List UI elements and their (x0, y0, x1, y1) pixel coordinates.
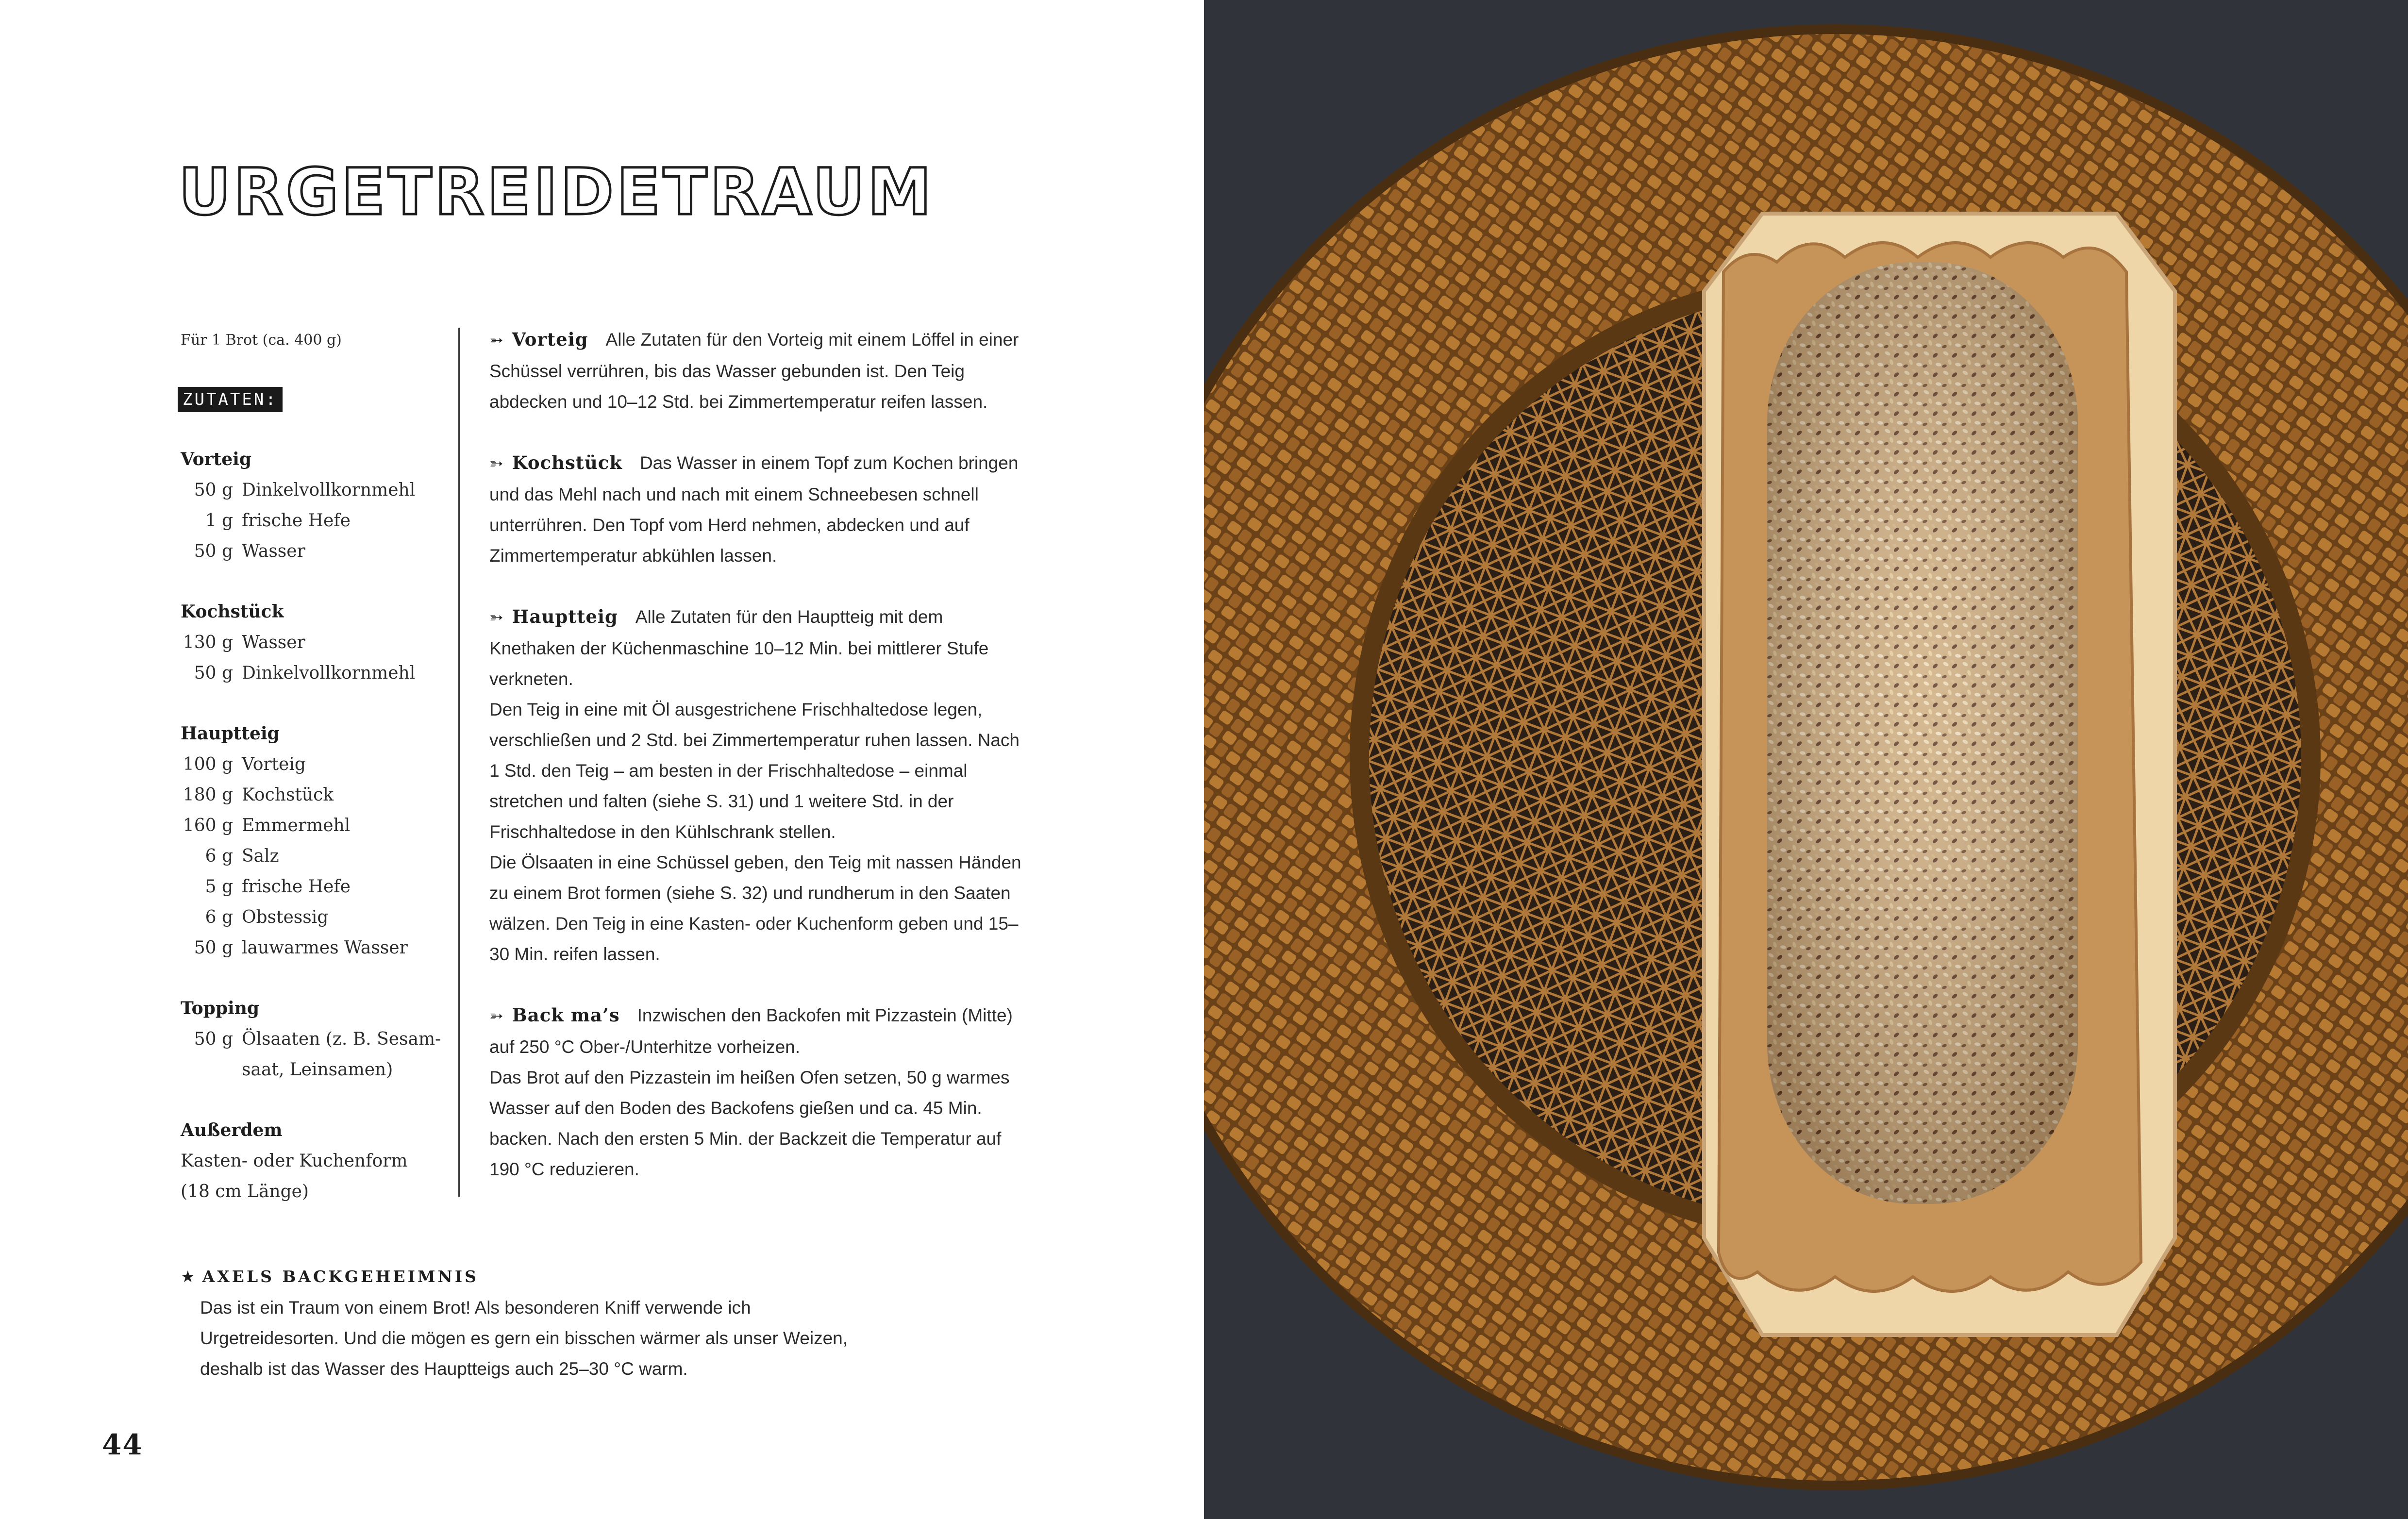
ingredient-group-title: Kochstück (181, 601, 284, 622)
ingredient-quantity: 6 g (205, 907, 233, 927)
step-paragraph (489, 448, 1023, 571)
ingredient-name: Emmermehl (242, 816, 351, 835)
ingredient-quantity: 1 g (205, 511, 233, 531)
column-divider (458, 328, 460, 1197)
ingredient-quantity: 50 g (194, 480, 233, 500)
bread-photo-illustration (1204, 0, 2408, 1519)
step-paragraph (489, 324, 1023, 417)
ingredient-quantity: 50 g (194, 1029, 233, 1049)
step-paragraph: Die Ölsaaten in eine Schüssel geben, den Teig mit nassen Händen zu einem Brot formen (siehe S. 32) und rundherum in den Saaten wälzen. Den Teig in eine Kasten- oder Kuchenform geben und 15–30 Min. reifen lassen. (489, 852, 1021, 964)
recipe-yield: Für 1 Brot (ca. 400 g) (181, 332, 342, 349)
step-text: Alle Zutaten für den Hauptteig mit dem Knethaken der Küchenmaschine 10–12 Min. bei mittlerer Stufe verkneten. (489, 607, 989, 689)
arrow-icon: ➳ (489, 454, 503, 473)
page-number: 44 (102, 1428, 143, 1461)
ingredient-name: lauwarmes Wasser (242, 938, 408, 958)
ingredient-name: Ölsaaten (z. B. Sesam- (242, 1029, 441, 1049)
baking-secret-title (181, 1267, 909, 1292)
baking-secret-box (181, 1267, 909, 1384)
ingredient-row (181, 902, 443, 933)
ingredient-row (181, 536, 443, 567)
ingredient-name: Salz (242, 846, 279, 866)
arrow-icon: ➳ (489, 1006, 503, 1026)
ingredient-name: Kochstück (242, 785, 334, 805)
ingredient-quantity: 5 g (205, 877, 233, 897)
ingredient-quantity: 100 g (183, 754, 233, 774)
ingredient-quantity: 160 g (183, 816, 233, 835)
recipe-steps (489, 324, 1023, 1215)
ingredient-list (181, 444, 443, 1237)
ingredient-row (181, 933, 443, 963)
ingredient-name: Wasser (242, 633, 305, 652)
ingredient-quantity: 50 g (194, 663, 233, 683)
step-backen (489, 1000, 1023, 1185)
ingredient-row (181, 780, 443, 810)
ingredient-group-topping (181, 993, 443, 1085)
step-text: Inzwischen den Backofen mit Pizzastein (Mitte) auf 250 °C Ober-/Unterhitze vorheizen. (489, 1005, 1013, 1057)
ingredient-row (181, 658, 443, 688)
step-kochstueck (489, 448, 1023, 571)
ingredient-name: Wasser (242, 541, 305, 561)
recipe-title: URGETREIDETRAUM (179, 155, 935, 230)
ingredient-name: Vorteig (242, 754, 306, 774)
ingredient-quantity: 6 g (205, 846, 233, 866)
ingredient-group-vorteig (181, 444, 443, 567)
ingredient-group-kochstueck (181, 597, 443, 688)
step-text: Das Wasser in einem Topf zum Kochen bringen und das Mehl nach und nach mit einem Schneebesen schnell unterrühren. Den Topf vom Herd nehmen, abdecken und auf Zimmertemperatur abkühlen lassen. (489, 453, 1019, 566)
baking-secret-heading: AXELS BACKGEHEIMNIS (202, 1267, 479, 1286)
arrow-icon: ➳ (489, 608, 503, 627)
ingredient-row (181, 871, 443, 902)
extra-equipment-detail: (18 cm Länge) (181, 1182, 309, 1202)
step-label: Back ma’s (512, 1004, 620, 1026)
ingredient-name: frische Hefe (242, 511, 351, 531)
ingredient-row (181, 810, 443, 841)
step-paragraph (489, 601, 1023, 694)
ingredient-quantity: 50 g (194, 938, 233, 958)
step-paragraph: Den Teig in eine mit Öl ausgestrichene Frischhaltedose legen, verschließen und 2 Std. bei Zimmertemperatur ruhen lassen. Nach 1 Std. den Teig – am besten in der Frischhaltedose – einmal stretchen und falten (siehe S. 31) und 1 weitere Std. in der Frischhaltedose in den Kühlschrank stellen. (489, 700, 1020, 842)
step-paragraph (489, 1000, 1023, 1062)
ingredient-row (181, 627, 443, 658)
ingredient-name: Dinkelvollkornmehl (242, 663, 416, 683)
bread-photo (1204, 0, 2408, 1519)
star-icon: ★ (181, 1267, 198, 1286)
step-text: Alle Zutaten für den Vorteig mit einem Löffel in einer Schüssel verrühren, bis das Wasser gebunden ist. Den Teig abdecken und 10–12 Std. bei Zimmertemperatur reifen lassen. (489, 330, 1019, 412)
ingredients-label: ZUTATEN: (178, 387, 283, 412)
arrow-icon: ➳ (489, 331, 503, 350)
baking-secret-text: Das ist ein Traum von einem Brot! Als besonderen Kniff verwende ich Urgetreidesorten. Und die mögen es gern ein bisschen wärmer als unser Weizen, deshalb ist das Wasser des Hauptteigs auch 25–30 °C warm. (200, 1298, 848, 1379)
ingredient-group-title: Hauptteig (181, 723, 280, 744)
step-paragraph: Das Brot auf den Pizzastein im heißen Ofen setzen, 50 g warmes Wasser auf den Boden des Backofens gießen und ca. 45 Min. backen. Nach den ersten 5 Min. der Backzeit die Temperatur auf 190 °C reduzieren. (489, 1068, 1010, 1179)
ingredient-quantity: 180 g (183, 785, 233, 805)
step-label: Kochstück (512, 452, 622, 473)
ingredient-row (181, 505, 443, 536)
ingredient-row (181, 475, 443, 505)
ingredient-quantity-empty (181, 1054, 242, 1085)
step-label: Vorteig (512, 329, 588, 350)
ingredient-row-continued (181, 1054, 443, 1085)
step-label: Hauptteig (512, 606, 618, 627)
ingredient-name: frische Hefe (242, 877, 351, 897)
ingredient-group-title: Topping (181, 998, 260, 1018)
ingredient-row (181, 749, 443, 780)
ingredient-group-hauptteig (181, 718, 443, 963)
step-vorteig (489, 324, 1023, 417)
ingredient-group-title: Vorteig (181, 449, 251, 469)
ingredient-name: Obstessig (242, 907, 329, 927)
ingredient-row (181, 841, 443, 871)
ingredient-name: Dinkelvollkornmehl (242, 480, 416, 500)
ingredient-row (181, 1024, 443, 1054)
ingredient-name-continued: saat, Leinsamen) (242, 1060, 393, 1080)
ingredient-group-title: Außerdem (181, 1120, 283, 1140)
ingredient-quantity: 130 g (183, 633, 233, 652)
ingredient-quantity: 50 g (194, 541, 233, 561)
ingredient-group-ausserdem (181, 1115, 443, 1207)
step-hauptteig (489, 601, 1023, 969)
extra-equipment: Kasten- oder Kuchenform (181, 1151, 408, 1171)
